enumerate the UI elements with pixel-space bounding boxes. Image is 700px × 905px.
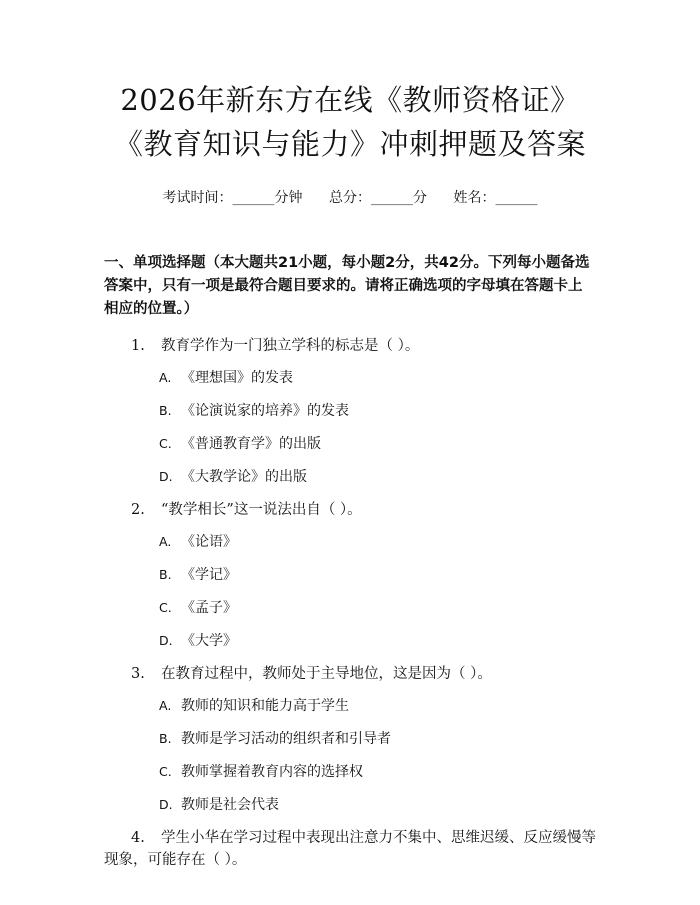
option-letter: B. [159,403,172,418]
option-c [104,433,596,455]
exam-time: 考试时间：______分钟 [162,190,303,206]
question-number: 3. [131,666,145,682]
option-text: 教师的知识和能力高于学生 [181,698,349,714]
exam-name: 姓名：______ [453,190,538,206]
option-text: 《论演说家的培养》的发表 [181,403,349,419]
question-number: 2. [131,502,145,518]
question-2 [104,499,596,652]
option-text: 《普通教育学》的出版 [181,436,321,452]
option-text: 《论语》 [181,534,237,550]
option-letter: C. [159,600,172,615]
question-3 [104,663,596,816]
option-letter: D. [159,797,173,812]
option-d [104,466,596,488]
question-text: 教育学作为一门独立学科的标志是（ ）。 [161,338,420,354]
option-letter: D. [159,633,173,648]
option-text: 《大学》 [181,633,237,649]
option-c [104,761,596,783]
document-title: 2026年新东方在线《教师资格证》《教育知识与能力》冲刺押题及答案 [113,83,586,161]
exam-meta [104,188,596,208]
exam-score: 总分：______分 [329,190,427,206]
question-text: 在教育过程中，教师处于主导地位，这是因为（ ）。 [161,666,492,682]
option-letter: B. [159,567,172,582]
option-letter: D. [159,469,173,484]
option-a [104,367,596,389]
option-c [104,597,596,619]
question-list [104,335,596,871]
question-1 [104,335,596,488]
option-list [104,367,596,488]
section-header: 一、单项选择题（本大题共21小题，每小题2分，共42分。下列每小题备选答案中，只有一项是最符合题目要求的。请将正确选项的字母填在答题卡上相应的位置。） [104,255,590,317]
option-b [104,728,596,750]
option-text: 《大教学论》的出版 [181,469,307,485]
option-text: 《理想国》的发表 [181,370,293,386]
option-text: 《孟子》 [181,600,237,616]
option-d [104,794,596,816]
option-b [104,564,596,586]
option-letter: C. [159,764,172,779]
option-letter: A. [159,698,172,713]
option-letter: C. [159,436,172,451]
option-text: 教师掌握着教育内容的选择权 [181,764,363,780]
option-a [104,531,596,553]
option-letter: A. [159,534,172,549]
question-text: “教学相长”这一说法出自（ ）。 [161,502,362,518]
option-d [104,630,596,652]
option-list [104,531,596,652]
option-letter: A. [159,370,172,385]
option-list [104,695,596,816]
option-b [104,400,596,422]
option-text: 教师是学习活动的组织者和引导者 [181,731,391,747]
option-a [104,695,596,717]
option-text: 《学记》 [181,567,237,583]
option-text: 教师是社会代表 [181,797,279,813]
option-letter: B. [159,731,172,746]
question-4 [104,827,596,871]
question-number: 1. [131,338,145,354]
question-number: 4. [131,830,145,846]
question-text: 学生小华在学习过程中表现出注意力不集中、思维迟缓、反应缓慢等现象，可能存在（ ）。 [104,830,596,868]
